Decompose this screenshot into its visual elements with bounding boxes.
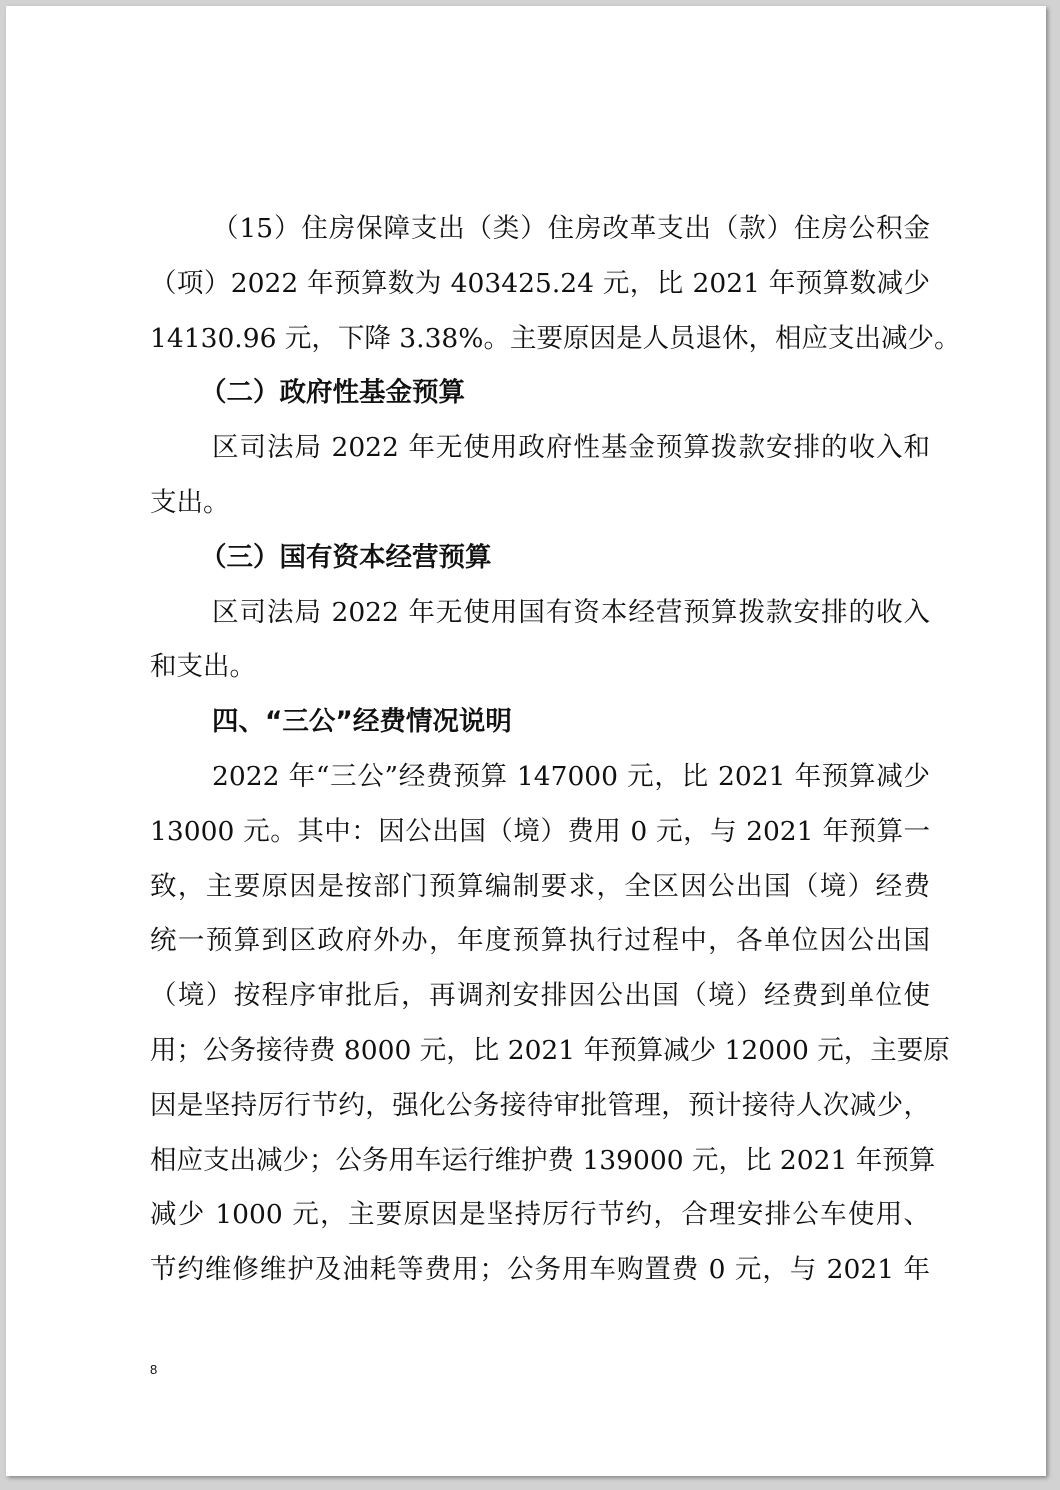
paragraph-line: （15）住房保障支出（类）住房改革支出（款）住房公积金	[212, 213, 930, 244]
paragraph-line: 14130.96 元，下降 3.38%。主要原因是人员退休，相应支出减少。	[150, 322, 961, 354]
document-body	[150, 202, 961, 1298]
paragraph-line: 支出。	[150, 486, 230, 518]
paragraph-line: 统一预算到区政府外办，年度预算执行过程中，各单位因公出国	[150, 925, 930, 957]
document-page	[6, 6, 1046, 1476]
paragraph-line: 因是坚持厉行节约，强化公务接待审批管理，预计接待人次减少，	[150, 1089, 930, 1121]
paragraph-line: （项）2022 年预算数为 403425.24 元，比 2021 年预算数减少	[150, 267, 930, 299]
paragraph-line: 2022 年“三公”经费预算 147000 元，比 2021 年预算减少	[212, 760, 930, 792]
section-heading: （二）政府性基金预算	[200, 377, 465, 409]
paragraph-line: （境）按程序审批后，再调剂安排因公出国（境）经费到单位使	[150, 980, 930, 1012]
paragraph-line: 减少 1000 元，主要原因是坚持厉行节约，合理安排公车使用、	[150, 1199, 930, 1231]
section-heading: 四、“三公”经费情况说明	[212, 706, 512, 738]
paragraph-line: 区司法局 2022 年无使用政府性基金预算拨款安排的收入和	[212, 432, 930, 464]
section-heading: （三）国有资本经营预算	[200, 541, 492, 573]
paragraph-line: 和支出。	[150, 651, 256, 683]
page-number: 8	[150, 1362, 158, 1377]
paragraph-line: 致，主要原因是按部门预算编制要求，全区因公出国（境）经费	[150, 870, 930, 902]
paragraph-line: 用；公务接待费 8000 元，比 2021 年预算减少 12000 元，主要原	[150, 1034, 950, 1066]
paragraph-line: 区司法局 2022 年无使用国有资本经营预算拨款安排的收入	[212, 596, 930, 628]
paragraph-line: 相应支出减少；公务用车运行维护费 139000 元，比 2021 年预算	[150, 1144, 936, 1176]
paragraph-line: 节约维修维护及油耗等费用；公务用车购置费 0 元，与 2021 年	[150, 1254, 930, 1286]
paragraph-line: 13000 元。其中：因公出国（境）费用 0 元，与 2021 年预算一	[150, 815, 930, 847]
